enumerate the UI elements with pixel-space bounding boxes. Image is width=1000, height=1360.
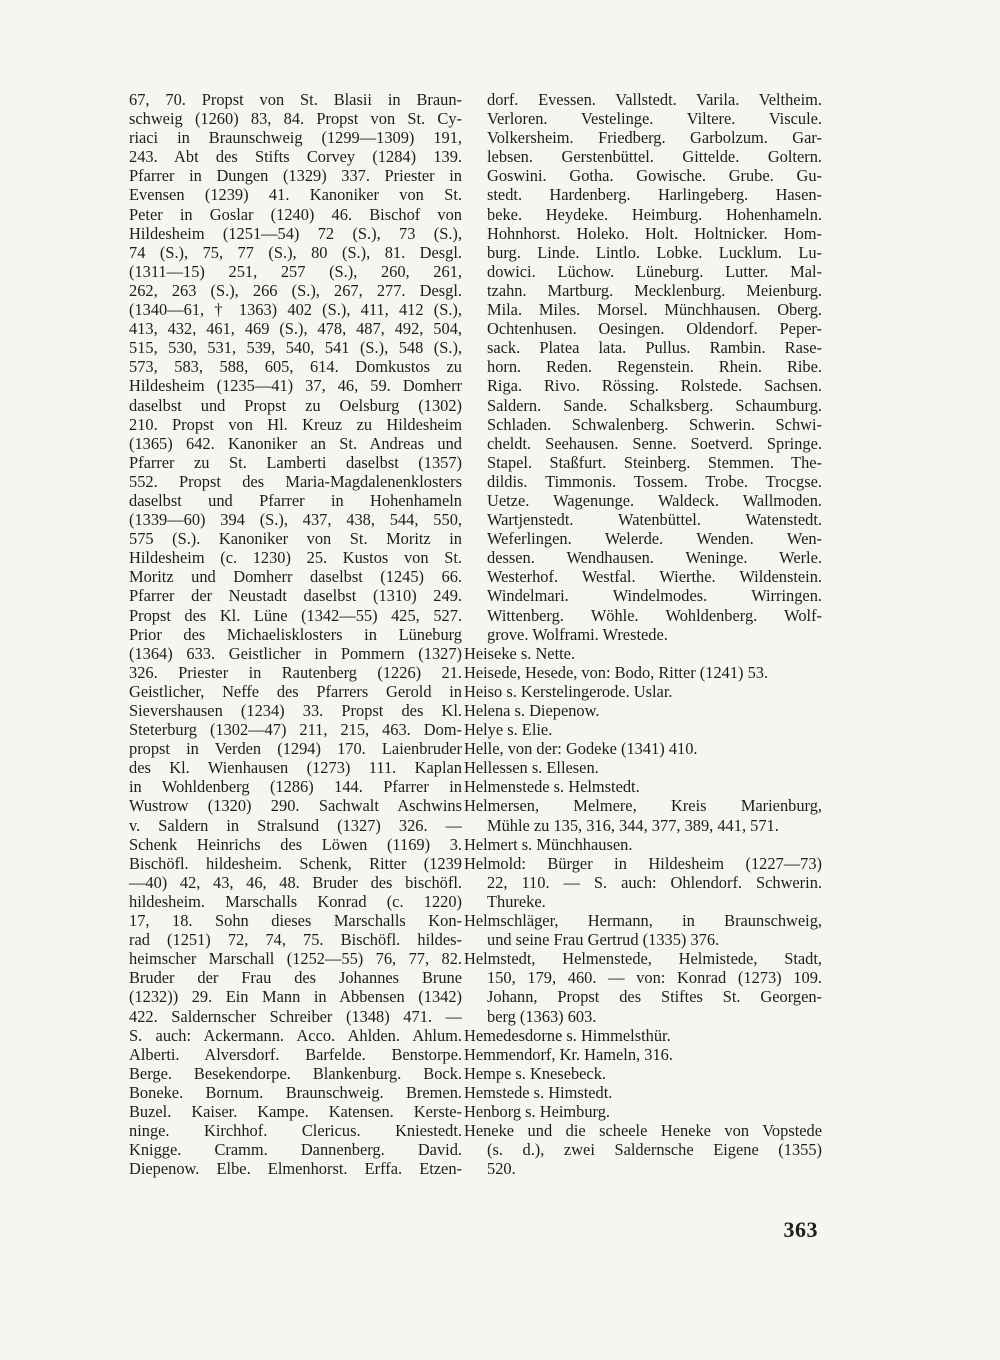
index-entry-head: Hellessen s. Ellesen. [464, 758, 599, 778]
index-line: cheldt. Seehausen. Senne. Soetverd. Springe. [487, 433, 822, 453]
index-line: und seine Frau Gertrud (1335) 376. [487, 930, 720, 950]
index-line: Ochtenhusen. Oesingen. Oldendorf. Peper- [487, 319, 822, 339]
index-entry-head: Hempe s. Knesebeck. [464, 1063, 607, 1083]
index-line: des Kl. Wienhausen (1273) 111. Kaplan [129, 758, 462, 778]
index-entry-head: Heneke und die scheele Heneke von Vopstede [464, 1121, 822, 1141]
index-line: Propst des Kl. Lüne (1342—55) 425, 527. [129, 605, 462, 625]
index-line: Hildesheim (c. 1230) 25. Kustos von St. [129, 548, 462, 568]
index-line: Pfarrer der Neustadt daselbst (1310) 249. [129, 586, 462, 606]
index-entry-head: Heiso s. Kerstelingerode. Uslar. [464, 681, 673, 701]
index-line: Schladen. Schwalenberg. Schwerin. Schwi- [487, 414, 822, 434]
index-line: (1311—15) 251, 257 (S.), 260, 261, [129, 261, 462, 281]
index-line: Verloren. Vestelinge. Viltere. Viscule. [487, 109, 822, 129]
index-line: Hildesheim (1251—54) 72 (S.), 73 (S.), [129, 223, 462, 243]
index-line: in Wohldenberg (1286) 144. Pfarrer in [129, 777, 462, 797]
index-line: Knigge. Cramm. Dannenberg. David. [129, 1140, 462, 1160]
index-line: Sievershausen (1234) 33. Propst des Kl. [129, 701, 462, 720]
index-line: 243. Abt des Stifts Corvey (1284) 139. [129, 147, 462, 167]
index-line: 22, 110. — S. auch: Ohlendorf. Schwerin. [487, 872, 822, 892]
index-line: Westerhof. Westfal. Wierthe. Wildenstein. [487, 567, 822, 587]
index-line: 575 (S.). Kanoniker von St. Moritz in [129, 529, 462, 549]
index-line: heimscher Marschall (1252—55) 76, 77, 82. [129, 949, 462, 969]
index-line: burg. Linde. Lintlo. Lobke. Lucklum. Lu- [487, 242, 822, 262]
index-line: (1339—60) 394 (S.), 437, 438, 544, 550, [129, 510, 462, 530]
index-entry-head: Hemmendorf, Kr. Hameln, 316. [464, 1044, 673, 1064]
index-line: berg (1363) 603. [487, 1006, 597, 1026]
index-line: dowici. Lüchow. Lüneburg. Lutter. Mal- [487, 261, 822, 281]
index-entry-head: Heisede, Hesede, von: Bodo, Ritter (1241) 53. [464, 662, 769, 682]
index-line: Geistlicher, Neffe des Pfarrers Gerold in [129, 681, 462, 701]
index-line: Wustrow (1320) 290. Sachwalt Aschwins [129, 796, 462, 816]
index-line: (1340—61, † 1363) 402 (S.), 411, 412 (S.), [129, 300, 462, 320]
index-line: (s. d.), zwei Saldernsche Eigene (1355) [487, 1140, 822, 1160]
index-line: 573, 583, 588, 605, 614. Domkustos zu [129, 357, 462, 377]
index-line: horn. Reden. Regenstein. Rhein. Ribe. [487, 357, 822, 377]
index-line: 262, 263 (S.), 266 (S.), 267, 277. Desgl. [129, 280, 462, 300]
index-line: schweig (1260) 83, 84. Propst von St. Cy- [129, 109, 462, 129]
index-line: —40) 42, 43, 46, 48. Bruder des bischöfl. [129, 872, 462, 892]
index-line: propst in Verden (1294) 170. Laienbruder [129, 739, 462, 759]
index-line: 413, 432, 461, 469 (S.), 478, 487, 492, 504, [129, 319, 462, 339]
index-line: Steterburg (1302—47) 211, 215, 463. Dom- [129, 720, 462, 740]
index-line: 422. Saldernscher Schreiber (1348) 471. — [129, 1006, 462, 1026]
index-line: Volkersheim. Friedberg. Garbolzum. Gar- [487, 128, 822, 148]
index-line: Schenk Heinrichs des Löwen (1169) 3. [129, 834, 462, 854]
index-column-right [464, 90, 822, 1178]
index-line: lebsen. Gerstenbüttel. Gittelde. Goltern. [487, 147, 822, 167]
index-entry-head: Helmold: Bürger in Hildesheim (1227—73) [464, 853, 822, 873]
index-line: Pfarrer in Dungen (1329) 337. Priester in [129, 166, 462, 186]
index-line: dorf. Evessen. Vallstedt. Varila. Veltheim. [487, 90, 822, 109]
index-line: grove. Wolframi. Wrestede. [487, 624, 668, 644]
index-line: (1232)) 29. Ein Mann in Abbensen (1342) [129, 987, 462, 1007]
index-line: Uetze. Wagenunge. Waldeck. Wallmoden. [487, 490, 822, 510]
index-line: Weferlingen. Welerde. Wenden. Wen- [487, 529, 822, 549]
index-line: 210. Propst von Hl. Kreuz zu Hildesheim [129, 414, 462, 434]
index-entry-head: Helmschläger, Hermann, in Braunschweig, [464, 911, 822, 931]
index-entry-head: Helle, von der: Godeke (1341) 410. [464, 739, 698, 759]
index-line: Windelmari. Windelmodes. Wirringen. [487, 586, 822, 606]
index-line: Moritz und Domherr daselbst (1245) 66. [129, 567, 462, 587]
index-line: 552. Propst des Maria-Magdalenenklosters [129, 471, 462, 491]
index-line: Berge. Besekendorpe. Blankenburg. Bock. [129, 1063, 462, 1083]
index-line: Peter in Goslar (1240) 46. Bischof von [129, 204, 462, 224]
index-line: Prior des Michaelisklosters in Lüneburg [129, 624, 462, 644]
index-line: 515, 530, 531, 539, 540, 541 (S.), 548 (S.), [129, 338, 462, 358]
index-line: beke. Heydeke. Heimburg. Hohenhameln. [487, 204, 822, 224]
index-line: 17, 18. Sohn dieses Marschalls Kon- [129, 911, 462, 931]
index-line: Wittenberg. Wöhle. Wohldenberg. Wolf- [487, 605, 822, 625]
index-entry-head: Helmenstede s. Helmstedt. [464, 777, 640, 797]
index-line: daselbst und Propst zu Oelsburg (1302) [129, 395, 462, 415]
index-line: Stapel. Staßfurt. Steinberg. Stemmen. The- [487, 452, 822, 472]
index-line: ninge. Kirchhof. Clericus. Kniestedt. [129, 1121, 462, 1141]
index-line: Wartjenstedt. Watenbüttel. Watenstedt. [487, 510, 822, 530]
index-entry-head: Henborg s. Heimburg. [464, 1101, 610, 1121]
index-entry-head: Hemstede s. Himstedt. [464, 1082, 613, 1102]
index-line: dildis. Timmonis. Tossem. Trobe. Trocgse. [487, 471, 822, 491]
index-line: dessen. Wendhausen. Weninge. Werle. [487, 548, 822, 568]
index-line: Alberti. Alversdorf. Barfelde. Benstorpe. [129, 1044, 462, 1064]
index-line: 326. Priester in Rautenberg (1226) 21. [129, 662, 462, 682]
index-line: Johann, Propst des Stiftes St. Georgen- [487, 987, 822, 1007]
index-line: Hohnhorst. Holeko. Holt. Holtnicker. Hom- [487, 223, 822, 243]
index-entry-head: Helmersen, Melmere, Kreis Marienburg, [464, 796, 822, 816]
index-line: stedt. Hardenberg. Harlingeberg. Hasen- [487, 185, 822, 205]
index-line: Diepenow. Elbe. Elmenhorst. Erffa. Etzen- [129, 1159, 462, 1179]
index-line: Hildesheim (1235—41) 37, 46, 59. Domherr [129, 376, 462, 396]
index-entry-head: Helena s. Diepenow. [464, 701, 600, 720]
index-entry-head: Helmert s. Münchhausen. [464, 834, 633, 854]
index-line: Mila. Miles. Morsel. Münchhausen. Oberg. [487, 300, 822, 320]
index-line: 67, 70. Propst von St. Blasii in Braun- [129, 90, 462, 109]
index-line: (1365) 642. Kanoniker an St. Andreas und [129, 433, 462, 453]
index-line: S. auch: Ackermann. Acco. Ahlden. Ahlum. [129, 1025, 462, 1045]
index-line: Evensen (1239) 41. Kanoniker von St. [129, 185, 462, 205]
index-line: Saldern. Sande. Schalksberg. Schaumburg. [487, 395, 822, 415]
index-entry-head: Hemedesdorne s. Himmelsthür. [464, 1025, 671, 1045]
index-line: riaci in Braunschweig (1299—1309) 191, [129, 128, 462, 148]
index-entry-head: Helye s. Elie. [464, 720, 553, 740]
index-line: Boneke. Bornum. Braunschweig. Bremen. [129, 1082, 462, 1102]
index-line: Pfarrer zu St. Lamberti daselbst (1357) [129, 452, 462, 472]
index-line: 520. [487, 1159, 516, 1179]
index-line: Bischöfl. hildesheim. Schenk, Ritter (1239 [129, 853, 462, 873]
index-line: 74 (S.), 75, 77 (S.), 80 (S.), 81. Desgl. [129, 242, 462, 262]
index-line: (1364) 633. Geistlicher in Pommern (1327) [129, 643, 462, 663]
index-line: 150, 179, 460. — von: Konrad (1273) 109. [487, 968, 822, 988]
index-line: daselbst und Pfarrer in Hohenhameln [129, 490, 462, 510]
index-entry-head: Heiseke s. Nette. [464, 643, 576, 663]
index-line: Goswini. Gotha. Gowische. Grube. Gu- [487, 166, 822, 186]
index-column-left [106, 90, 462, 1178]
index-line: Thureke. [487, 891, 546, 911]
index-entry-head: Helmstedt, Helmenstede, Helmistede, Stadt, [464, 949, 822, 969]
index-line: Riga. Rivo. Rössing. Rolstede. Sachsen. [487, 376, 822, 396]
index-line: v. Saldern in Stralsund (1327) 326. — [129, 815, 462, 835]
index-line: Buzel. Kaiser. Kampe. Katensen. Kerste- [129, 1101, 462, 1121]
index-line: hildesheim. Marschalls Konrad (c. 1220) [129, 891, 462, 911]
index-line: sack. Platea lata. Pullus. Rambin. Rase- [487, 338, 822, 358]
index-line: tzahn. Martburg. Mecklenburg. Meienburg. [487, 280, 822, 300]
index-line: Bruder der Frau des Johannes Brune [129, 968, 462, 988]
page-number: 363 [783, 1217, 818, 1242]
index-line: rad (1251) 72, 74, 75. Bischöfl. hildes- [129, 930, 462, 950]
index-line: Mühle zu 135, 316, 344, 377, 389, 441, 571. [487, 815, 779, 835]
